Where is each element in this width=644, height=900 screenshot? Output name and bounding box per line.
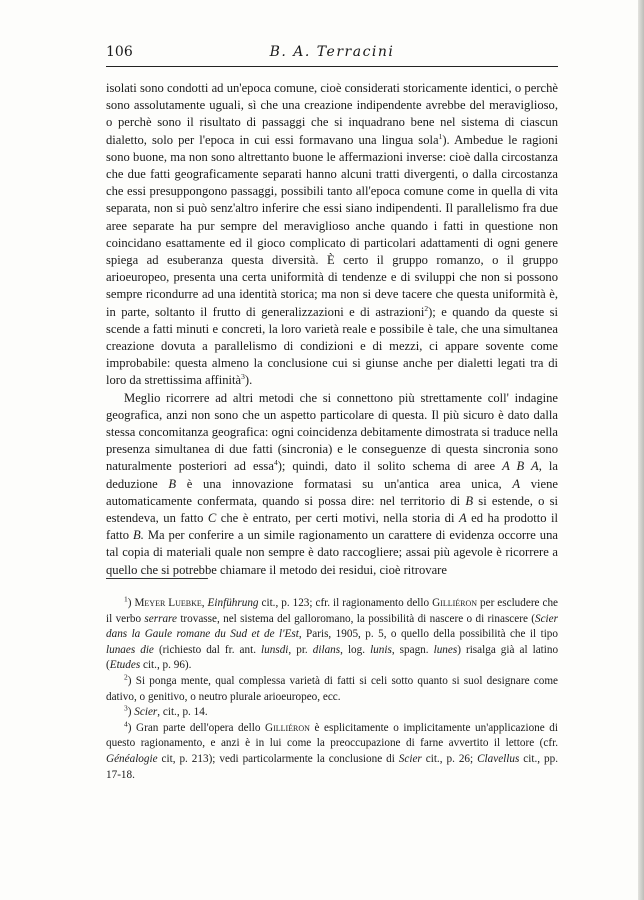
text-run: trovasse, nel sistema del galloromano, la possibilità di nascere o di rinascere ( [180, 612, 535, 625]
footnote-mark: 1 [124, 594, 128, 604]
cited-word: lunis [370, 643, 392, 656]
area-label: B [168, 476, 177, 491]
footnotes [106, 596, 558, 783]
text-run: cit., p. 96). [142, 659, 192, 672]
text-run: viene automaticamente confermata, quando si possa dire: nel territorio di [106, 476, 558, 508]
page-header [106, 44, 558, 66]
area-label: C [207, 511, 217, 526]
text-run: Si ponga mente, qual complessa varietà di fatti si celi sotto quanto si suol designare come dativo, o genitivo, o neutro plurale arioeuropeo, ecc. [106, 674, 558, 703]
text-run: si estende, o si estendeva, un fatto [106, 493, 558, 526]
text-run: ) risalga già al latino ( [106, 643, 559, 672]
text-run: , cit., p. 14. [157, 706, 208, 719]
work-title: Clavellus [477, 752, 520, 765]
work-title: Etudes [109, 659, 141, 672]
paragraph-2 [106, 390, 558, 579]
text-run: ); e quando da queste si scende a fatti minuti e concreti, la loro varietà reale e possibile è tale, che una simultanea creazione dovuta a parallelismo di condizioni e di mezzi, ci appare sovente come improbabile: questa almeno la conclusione cui si giunse anche per dialetti legati tra di loro da strettissima affinità [106, 304, 559, 388]
paragraph-1 [106, 80, 558, 390]
work-title: Einführung [207, 597, 259, 609]
footnote-mark: 4 [124, 719, 128, 729]
text-run: cit., p. 26; [425, 752, 474, 765]
footnote-mark: 2 [124, 672, 128, 682]
cited-word: lunsdi [261, 643, 289, 656]
text-run: è una innovazione formatasi su un'antica area unica, [186, 476, 502, 491]
area-label: B [465, 493, 474, 508]
text-run: cit., p. 123; cfr. il ragionamento dello [261, 597, 430, 609]
running-head: B. A. Terracini [269, 44, 395, 60]
text-run: ed ha prodotto il fatto [106, 511, 559, 543]
author-name: Gilliéron [264, 721, 310, 734]
footnote-3: $^3$) Scier, cit., p. 14. [124, 703, 208, 719]
work-title: Scier [398, 752, 422, 765]
text-run: isolati sono condotti ad un'epoca comune, cioè considerati storicamente identici, o perchè sono assolutamente uguali, sì che una creazione indipendente avrebbe del meraviglioso, o perchè sono il risultato di passaggi che si inquadrano bene nel sistema di ciascun dialetto, solo per l'epoca in cui essi formavano una lingua sola [106, 81, 558, 147]
work-title: Généalogie [106, 752, 158, 765]
text-run: cit., pp. 17-18. [106, 752, 559, 781]
work-title: Scier [134, 706, 158, 719]
text-run: Meglio ricorrere ad altri metodi che si connettono più strettamente coll' indagine geografica, anzi non sono che un aspetto particolare di questa. Il più sicuro è dato dalla stessa concomitanza geografica: ogni coincidenza debitamente dimostrata si traduce nella presenza simultanea di due fatti (sincronia) e le conseguenze di questa sincronia sono naturalmente posteriori ad essa [106, 390, 558, 474]
footnote-ref-2[interactable]: 2 [424, 303, 429, 313]
text-run: (richiesto dal fr. ant. [158, 643, 257, 656]
text-run: , Paris, 1905, p. 5, o quello della possibilità che il tipo [298, 628, 558, 641]
main-text [106, 80, 558, 579]
footnote-ref-3[interactable]: 3 [241, 372, 245, 382]
area-schema: A B A [502, 459, 539, 474]
header-rule [106, 66, 558, 67]
cited-word: serrare [144, 612, 177, 625]
text-run: , log. [340, 643, 366, 656]
text-run: cit, p. 213); vedi particolarmente la conclusione di [161, 752, 395, 765]
text-run: per escludere che il verbo [106, 597, 559, 625]
cited-word: lunes [433, 643, 458, 656]
cited-word: lunaes die [106, 643, 154, 656]
footnote-ref-4[interactable]: 4 [273, 458, 278, 468]
text-run: Gran parte dell'opera dello [136, 721, 261, 734]
area-label: A [512, 476, 521, 491]
footnote-4: $^4$) Gran parte dell'opera dello Gilliéron è esplicitamente o implicitamente un'applicazione di questo ragionamento, e anzi è in lui come la preoccupazione di farne avvertito il lettore (cfr. Généalogie cit, p. 213); vedi particolarmente la conclusione di Scier cit., p. 26; Clavellus cit., pp. 17-18. [106, 719, 559, 781]
page-edge-shadow [638, 0, 644, 900]
area-label: A [458, 511, 467, 526]
text-run: ). [244, 373, 253, 388]
author-name: Gilliéron [432, 597, 478, 609]
cited-word: dilans [312, 643, 341, 656]
text-run: Ma per conferire a un simile ragionamento un carattere di evidenza occorre una tal copia di materiali quale non sempre è dato raccogliere; assai più agevole è ricorrere a quello che si potrebbe chiamare il metodo dei residui, cioè ritrovare [106, 528, 558, 577]
footnote-ref-1[interactable]: 1 [438, 131, 443, 141]
text-run: , la deduzione [106, 459, 559, 491]
author-name: Meyer Luebke [134, 597, 202, 609]
footnote-1: $^1$) Meyer Luebke, Einführung cit., p. 123; cfr. il ragionamento dello Gilliéron per escludere che il verbo serrare trovasse, nel sistema del galloromano, la possibilità di nascere o di rinascere (Scier dans la Gaule romane du Sud et de l'Est, Paris, 1905, p. 5, o quello della possibilità che il tipo lunaes die (richiesto dal fr. ant. lunsdi, pr. dilans, log. lunis, spagn. lunes) risalga già al latino (Etudes cit., p. 96). [106, 594, 559, 672]
footnote-2: $^2$) Si ponga mente, qual complessa varietà di fatti si celi sotto quanto si suol designare come dativo, o genitivo, o neutro plurale arioeuropeo, ecc. [106, 672, 558, 703]
footnote-rule [106, 578, 208, 579]
text-run: ); quindi, dato il solito schema di aree [277, 459, 496, 474]
text-run: , spagn. [391, 643, 429, 656]
page-number: 106 [106, 44, 133, 60]
text-run: , pr. [288, 643, 308, 656]
text-run: ). Ambedue le ragioni sono buone, ma non sono altrettanto buone le affermazioni inverse: cioè dalla circostanza che due fatti geograficamente separati hanno alcuni tratti divergenti, o dalla circostanza che essi presuppongono passaggi, possibili tanto all'epoca comune come in quella di vita separata, non si può senz'altro inferire che essi siano indipendenti. Il parallelismo fra due aree separate ha pur sempre del meraviglioso anche quando i fatti in questione non coincidano esattamente ed il gioco complicato di particolari adattamenti di ogni genere spiega ad esuberanza questa diversità. È certo il gruppo romanzo, o il gruppo arioeuropeo, presenta una certa uniformità di tendenze e di sviluppi che non si possono sempre ricondurre ad una identità storica; ma non si deve tacere che questa uniformità è, in parte, soltanto il frutto di generalizzazioni e di astrazioni [106, 132, 558, 319]
text-run: che è entrato, per certi motivi, nella storia di [220, 511, 455, 526]
text-run: è esplicitamente o implicitamente un'applicazione di questo ragionamento, e anzi è in lui come la preoccupazione di farne avvertito il lettore (cfr. [106, 721, 558, 750]
area-label: B. [133, 528, 144, 543]
work-title: Scier dans la Gaule romane du Sud et de l'Est [106, 612, 558, 641]
footnote-mark: 3 [124, 703, 128, 713]
